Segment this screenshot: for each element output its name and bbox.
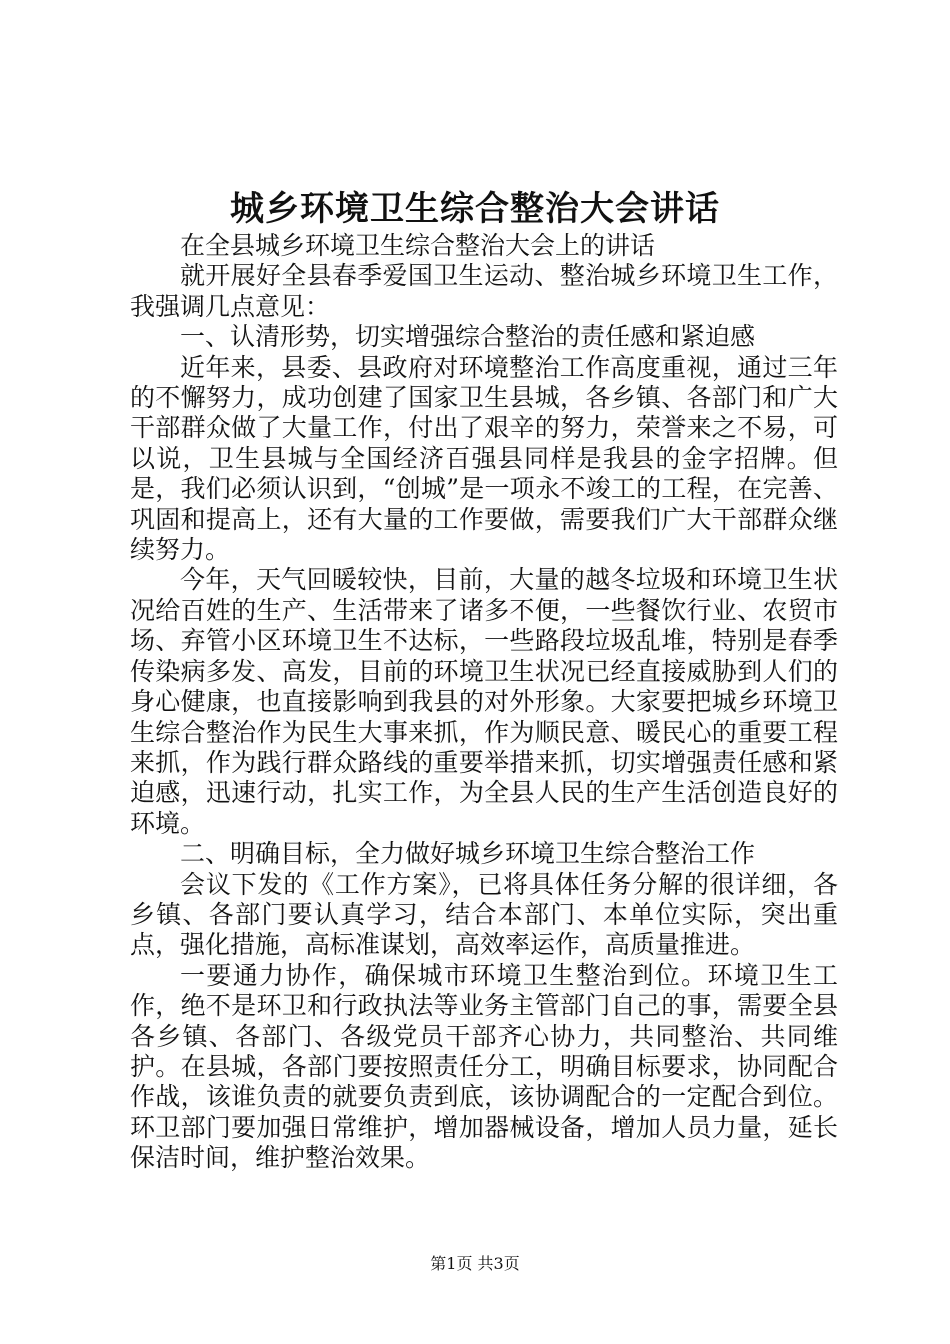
section-heading-2: 二、明确目标，全力做好城乡环境卫生综合整治工作 [180,839,756,869]
page-number-footer: 第1页 共3页 [430,1254,520,1273]
speech-subtitle: 在全县城乡环境卫生综合整治大会上的讲话 [180,231,656,260]
body-paragraph: 今年，天气回暖较快，目前，大量的越冬垃圾和环境卫生状况给百姓的生产、生活带来了诸多不便，一些餐饮行业、农贸市场、弃管小区环境卫生不达标，一些路段垃圾乱堆，特别是春季传染病多发、高发，目前的环境卫生状况已经直接威胁到人们的身心健康，也直接影响到我县的对外形象。大家要把城乡环境卫生综合整治作为民生大事来抓，作为顺民意、暖民心的重要工程来抓，作为践行群众路线的重要举措来抓，切实增强责任感和紧迫感，迅速行动，扎实工作，为全县人民的生产生活创造良好的环境。 [130,565,838,838]
body-paragraph: 近年来，县委、县政府对环境整治工作高度重视，通过三年的不懈努力，成功创建了国家卫生县城，各乡镇、各部门和广大干部群众做了大量工作，付出了艰辛的努力，荣誉来之不易，可以说，卫生县城与全国经济百强县同样是我县的金字招牌。但是，我们必须认识到，“创城”是一项永不竣工的工程，在完善、巩固和提高上，还有大量的工作要做，需要我们广大干部群众继续努力。 [130,352,838,565]
document-title: 城乡环境卫生综合整治大会讲话 [230,189,720,229]
section-heading-1: 一、认清形势，切实增强综合整治的责任感和紧迫感 [180,322,756,352]
document-body [130,231,838,1174]
intro-paragraph: 就开展好全县春季爱国卫生运动、整治城乡环境卫生工作，我强调几点意见： [130,261,838,321]
body-paragraph: 一要通力协作，确保城市环境卫生整治到位。环境卫生工作，绝不是环卫和行政执法等业务主管部门自己的事，需要全县各乡镇、各部门、各级党员干部齐心协力，共同整治、共同维护。在县城，各部门要按照责任分工，明确目标要求，协同配合作战，该谁负责的就要负责到底，该协调配合的一定配合到位。环卫部门要加强日常维护，增加器械设备，增加人员力量，延长保洁时间，维护整治效果。 [130,960,838,1173]
body-paragraph: 会议下发的《工作方案》，已将具体任务分解的很详细，各乡镇、各部门要认真学习，结合本部门、本单位实际，突出重点，强化措施，高标准谋划，高效率运作，高质量推进。 [130,869,838,960]
